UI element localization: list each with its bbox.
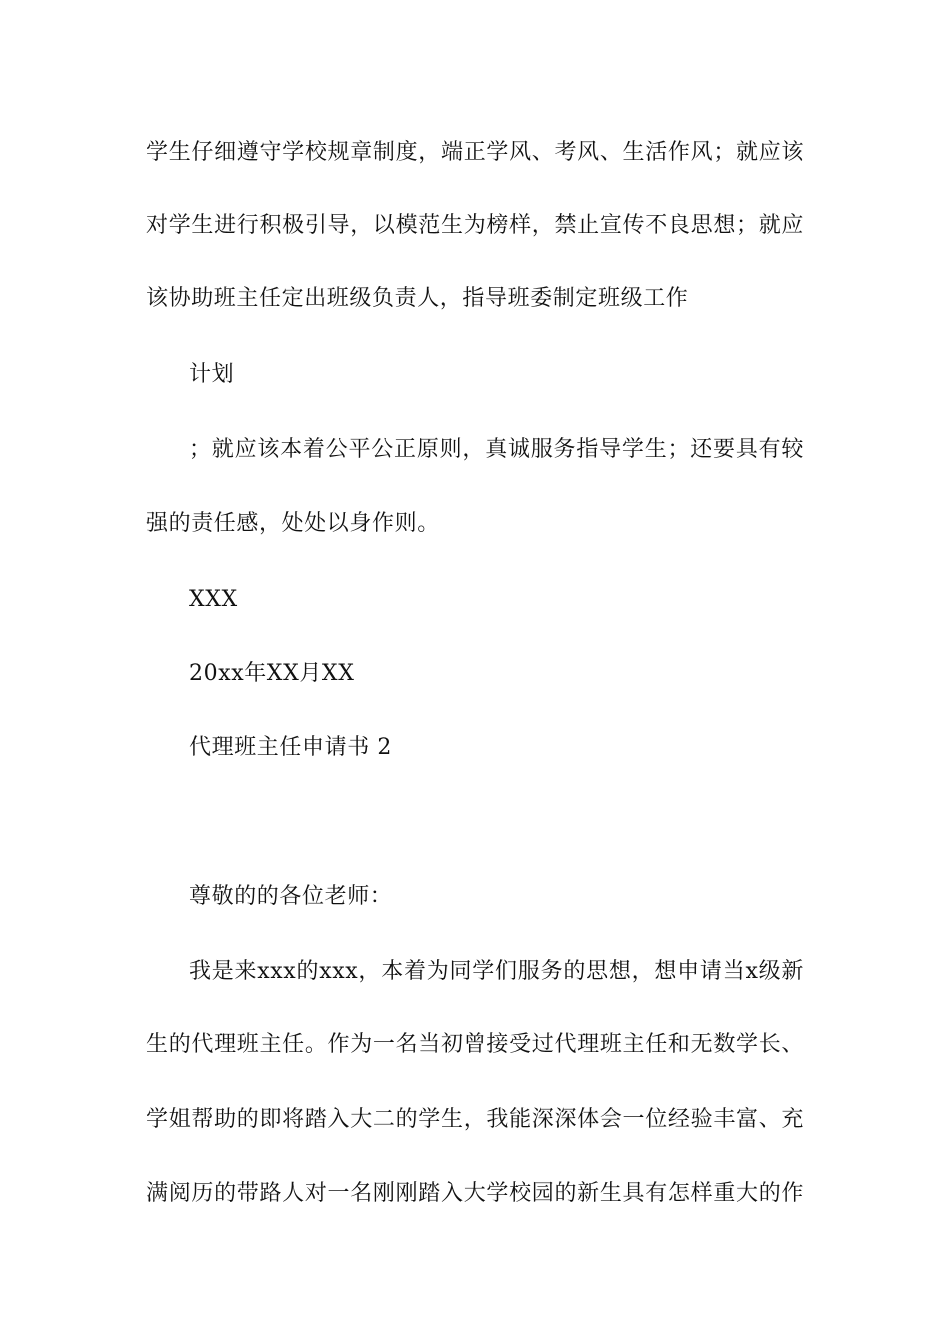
paragraph-2-line-2: 强的责任感，处处以身作则。 xyxy=(146,511,440,536)
paragraph-2-line-1: ；就应该本着公平公正原则，真诚服务指导学生；还要具有较 xyxy=(189,437,804,462)
paragraph-1-line-3: 该协助班主任定出班级负责人，指导班委制定班级工作 xyxy=(146,286,689,311)
paragraph-3-line-2: 生的代理班主任。作为一名当初曾接受过代理班主任和无数学长、 xyxy=(146,1032,804,1057)
signature: XXX xyxy=(189,587,238,612)
date: 20xx年XX月XX xyxy=(189,661,355,686)
plan-word: 计划 xyxy=(189,362,235,387)
section-title: 代理班主任申请书 2 xyxy=(189,735,392,760)
paragraph-1-line-1: 学生仔细遵守学校规章制度，端正学风、考风、生活作风；就应该 xyxy=(146,140,804,165)
paragraph-1-line-2: 对学生进行积极引导，以模范生为榜样，禁止宣传不良思想；就应 xyxy=(146,213,804,238)
salutation: 尊敬的的各位老师： xyxy=(189,884,393,909)
paragraph-3-line-3: 学姐帮助的即将踏入大二的学生，我能深深体会一位经验丰富、充 xyxy=(146,1107,804,1132)
paragraph-3-line-1: 我是来xxx的xxx，本着为同学们服务的思想，想申请当x级新 xyxy=(189,959,804,984)
paragraph-3-line-4: 满阅历的带路人对一名刚刚踏入大学校园的新生具有怎样重大的作 xyxy=(146,1181,804,1206)
